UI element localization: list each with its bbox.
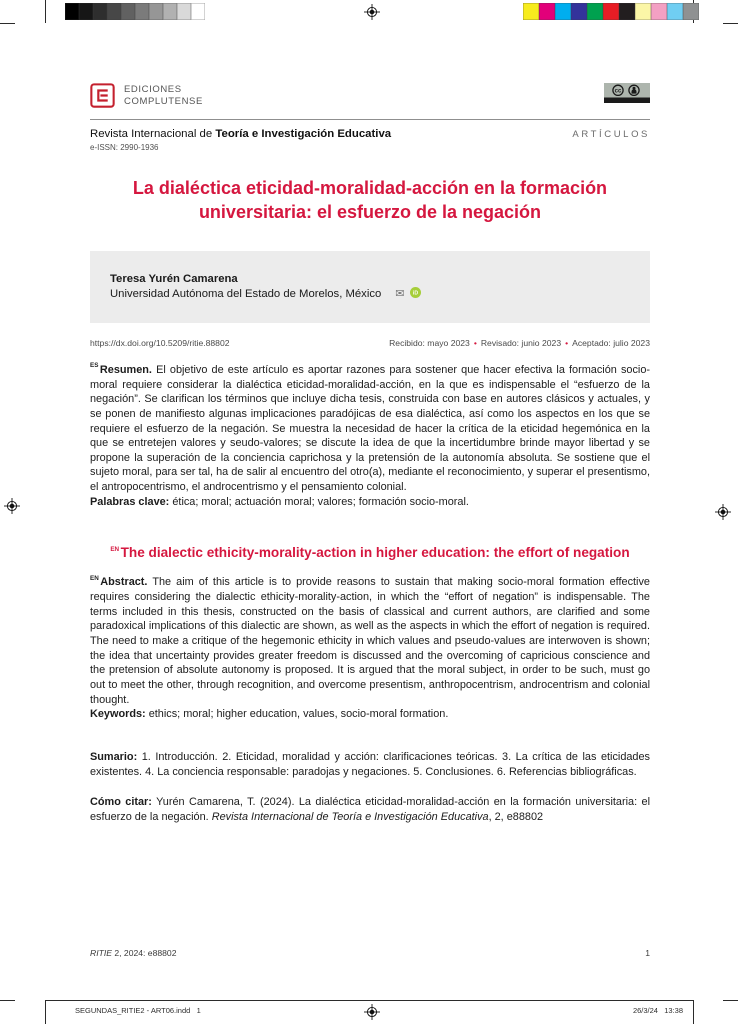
journal-title-name: Teoría e Investigación Educativa <box>215 128 392 140</box>
grayscale-calibration-bar <box>65 3 205 20</box>
svg-text:cc: cc <box>614 88 622 95</box>
color-swatch <box>163 3 177 20</box>
color-calibration-bar <box>523 3 699 20</box>
article-meta-row <box>90 338 650 348</box>
color-swatch <box>571 3 587 20</box>
publisher-name-line2: COMPLUTENSE <box>124 95 203 107</box>
date-separator-dot: • <box>473 337 477 348</box>
crop-mark <box>45 0 46 23</box>
keywords-es-label: Palabras clave: <box>90 495 170 508</box>
abstract-es-text: El objetivo de este artículo es aportar razones para sostener que hacer efectiva la formación socio-moral requiere considerar la dialéctica eticidad-moralidad-acción, en la que es indispensable el “esfuerzo de la negación”. Se clarifican los términos que incluye dicha tesis, construida con base en autores clásicos y actuales, y se ponen de manifiesto algunas implicaciones paradójicas de esa dialéctica, así como los aspectos en los que se requiere el esfuerzo de la negación. Se muestra la necesidad de hacer la crítica de la eticidad hegemónica en la que se entretejen valores y seudo-valores; se discute la idea de que la incertidumbre brinde mayor libertad y se propone la superación de la conciencia caprichosa y la pretensión de la autonomía absoluta. Se sostiene que el sujeto moral, para ser tal, ha de salir al encuentro del otro(a), mediante el reconocimiento, y superar el presentismo, el antropocentrismo, el androcentrismo y el pensamiento colonial. <box>90 363 650 494</box>
crop-mark <box>723 1000 738 1001</box>
crop-mark <box>723 23 738 24</box>
registration-mark <box>364 4 380 20</box>
article-title-en-text: The dialectic ethicity-morality-action in higher education: the effort of negation <box>120 545 630 561</box>
sumario-text: 1. Introducción. 2. Eticidad, moralidad y acción: clarificaciones teóricas. 3. La crítica de las eticidades existentes. 4. La conciencia responsable: paradojas y negaciones. 5. Conclusiones. 6. Referencias bibliográficas. <box>90 751 650 778</box>
color-swatch <box>619 3 635 20</box>
orcid-icon[interactable] <box>410 287 421 301</box>
color-swatch <box>191 3 205 20</box>
page-number: 1 <box>645 948 650 958</box>
accepted-date: Aceptado: julio 2023 <box>572 337 650 348</box>
cite-label: Cómo citar: <box>90 796 152 809</box>
header-divider <box>90 119 650 120</box>
eissn-label: e-ISSN: 2990-1936 <box>90 143 159 152</box>
svg-text:iD: iD <box>412 290 418 297</box>
color-swatch <box>135 3 149 20</box>
color-swatch <box>177 3 191 20</box>
author-name: Teresa Yurén Camarena <box>110 272 238 285</box>
publisher-wordmark <box>124 83 203 107</box>
abstract-en-label: Abstract. <box>100 576 148 589</box>
cc-by-license-badge[interactable] <box>604 83 650 103</box>
abstract-es-label: Resumen. <box>99 363 152 376</box>
journal-title-row <box>90 128 650 140</box>
author-box <box>90 251 650 323</box>
cite-text-after: , 2, e88802 <box>488 811 544 823</box>
color-swatch <box>65 3 79 20</box>
sumario <box>90 750 650 779</box>
color-swatch <box>107 3 121 20</box>
cite-journal-name: Revista Internacional de Teoría e Investigación Educativa <box>211 811 489 823</box>
color-swatch <box>149 3 163 20</box>
imprint-datetime: 26/3/24 13:38 <box>632 1006 683 1015</box>
color-swatch <box>587 3 603 20</box>
crop-mark <box>0 1000 15 1001</box>
crop-mark <box>0 23 15 24</box>
sumario-label: Sumario: <box>90 751 138 764</box>
color-swatch <box>667 3 683 20</box>
prepress-imprint <box>75 1006 683 1015</box>
lang-tag-en: EN <box>110 545 120 553</box>
color-swatch <box>555 3 571 20</box>
color-swatch <box>635 3 651 20</box>
publisher-name-line1: EDICIONES <box>124 84 182 95</box>
lang-tag-en: EN <box>90 574 99 582</box>
ediciones-complutense-logo-icon <box>90 83 115 108</box>
how-to-cite <box>90 795 650 824</box>
color-swatch <box>523 3 539 20</box>
registration-mark <box>715 504 731 520</box>
author-affiliation: Universidad Autónoma del Estado de Morelos, México <box>110 287 382 300</box>
abstract-en-text: The aim of this article is to provide reasons to sustain that making socio-moral formation effective requires considering the dialectic ethicity-morality-action, in which the “effort of negation” is indispensable. The terms included in this thesis, constructed on the basis of classical and current authors, are clarified and some paradoxical implications of this dialectic are shown, as well as the aspects in which the effort of negation is required. The need to make a critique of the hegemonic ethicity in which values and pseudo-values are interwoven is shown; the idea that uncertainty provides greater freedom is discussed and the overcoming of capricious conscience and the pretension of absolute autonomy is proposed. It is argued that the moral subject, in order to be such, must go out to meet the other, through recognition, and overcome presentism, anthropocentrism, androcentrism and colonial thought. <box>90 576 650 706</box>
journal-title <box>90 128 391 140</box>
color-swatch <box>79 3 93 20</box>
footer-journal-abbrev: RITIE <box>90 948 112 958</box>
footer-journal-info <box>90 948 176 958</box>
article-title-es: La dialéctica eticidad-moralidad-acción en la formación universitaria: el esfuerzo de la negación <box>132 178 608 222</box>
crop-mark <box>693 1000 694 1024</box>
received-date: Recibido: mayo 2023 <box>389 337 470 348</box>
revised-date: Revisado: junio 2023 <box>480 337 562 348</box>
cite-text-before: Yurén Camarena, T. (2024). La dialéctica eticidad-moralidad-acción en la formación universitaria: el esfuerzo de la negación. <box>90 796 650 823</box>
page-footer <box>90 948 650 958</box>
color-swatch <box>93 3 107 20</box>
keywords-en-text: ethics; moral; higher education, values, socio-moral formation. <box>148 708 449 721</box>
keywords-es-text: ética; moral; actuación moral; valores; formación socio-moral. <box>172 495 469 508</box>
author-affiliation-row <box>110 287 630 301</box>
imprint-filename: SEGUNDAS_RITIE2 - ART06.indd 1 <box>75 1006 201 1015</box>
crop-mark <box>45 1000 46 1024</box>
registration-mark <box>4 498 20 514</box>
publisher-header <box>90 83 650 108</box>
article-dates <box>389 338 650 348</box>
section-label: ARTÍCULOS <box>572 129 650 140</box>
abstract-es <box>90 363 650 510</box>
color-swatch <box>121 3 135 20</box>
color-swatch <box>651 3 667 20</box>
journal-title-prefix: Revista Internacional de <box>90 128 216 140</box>
doi-link[interactable]: https://dx.doi.org/10.5209/ritie.88802 <box>90 337 230 348</box>
lang-tag-es: ES <box>90 362 99 370</box>
footer-issue-info: 2, 2024: e88802 <box>114 948 177 958</box>
email-icon[interactable]: ✉ <box>395 288 405 301</box>
color-swatch <box>603 3 619 20</box>
crop-mark <box>45 1000 693 1001</box>
date-separator-dot: • <box>565 337 569 348</box>
abstract-en <box>90 575 650 722</box>
keywords-en-label: Keywords: <box>90 708 146 721</box>
publisher-logo-lockup <box>90 83 203 108</box>
color-swatch <box>683 3 699 20</box>
article-title-en <box>100 543 640 562</box>
color-swatch <box>539 3 555 20</box>
content-column <box>90 83 650 836</box>
